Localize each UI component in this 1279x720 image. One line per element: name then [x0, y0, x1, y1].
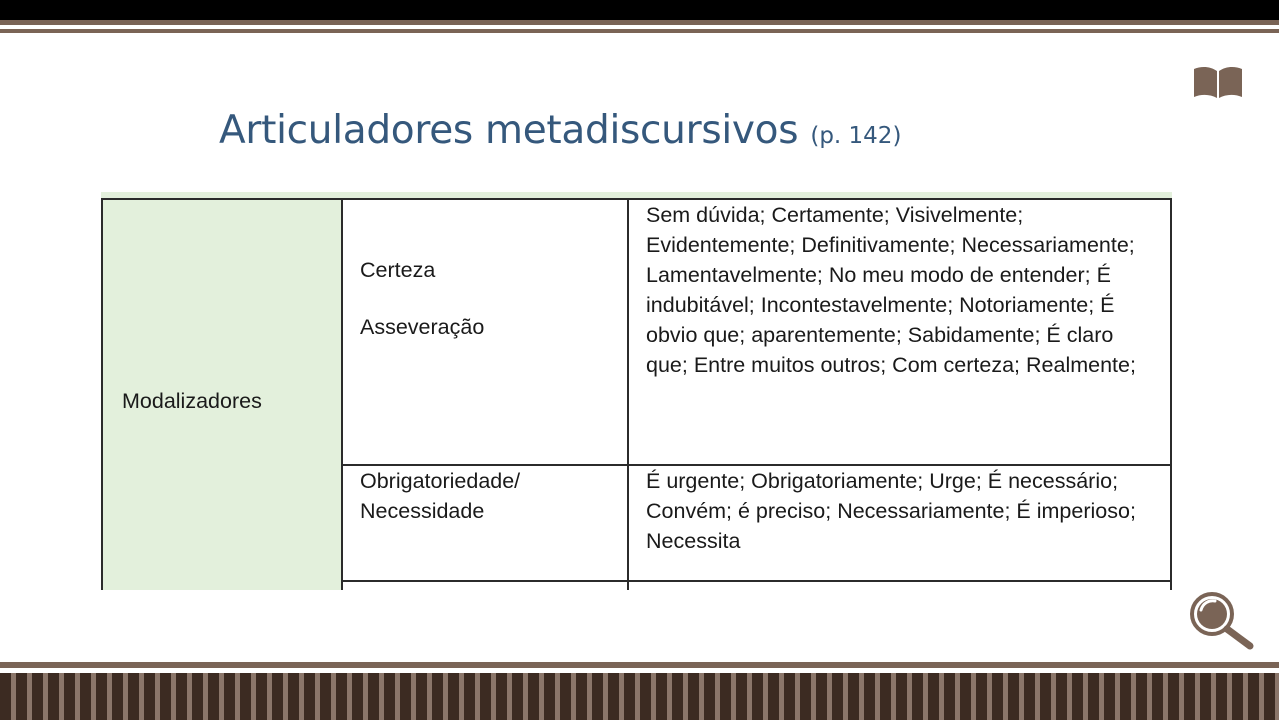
- page-reference: (p. 142): [810, 123, 902, 149]
- book-icon: [1193, 64, 1243, 100]
- category-cell: [102, 199, 342, 590]
- top-frame-line-thin: [0, 29, 1279, 33]
- title-text: Articuladores metadiscursivos: [219, 108, 799, 153]
- subcategory-cell: [342, 199, 628, 465]
- subcategory-label: Obrigatoriedade/: [360, 469, 521, 493]
- modalizadores-table: [101, 192, 1172, 590]
- category-label: Modalizadores: [122, 389, 262, 413]
- subcategory-label: Asseveração: [360, 315, 485, 339]
- bottom-stripe-band: [0, 673, 1279, 720]
- examples-text: É urgente; Obrigatoriamente; Urge; É necessário; Convém; é preciso; Necessariamente; É imperioso; Necessita: [646, 469, 1136, 553]
- subcategory-label: Certeza: [360, 258, 436, 282]
- top-frame-line: [0, 20, 1279, 25]
- examples-cell: [628, 199, 1171, 465]
- slide-title: [219, 108, 901, 153]
- table-row: [102, 199, 1171, 465]
- examples-text: Sem dúvida; Certamente; Visivelmente; Evidentemente; Definitivamente; Necessariamente; Lamentavelmente; No meu modo de entender; É indubitável; Incontestavelmente; Notoriamente; É obvio que; aparentemente; Sabidamente; É claro que; Entre muitos outros; Com certeza; Realmente;: [646, 203, 1136, 377]
- search-icon[interactable]: [1188, 592, 1254, 650]
- subcategory-cell: [342, 465, 628, 581]
- doc-table: [101, 198, 1172, 590]
- examples-cell: [628, 465, 1171, 581]
- empty-cell: [342, 581, 628, 590]
- subcategory-label: Necessidade: [360, 499, 485, 523]
- top-frame-band: [0, 0, 1279, 20]
- bottom-frame-line: [0, 662, 1279, 668]
- empty-cell: [628, 581, 1171, 590]
